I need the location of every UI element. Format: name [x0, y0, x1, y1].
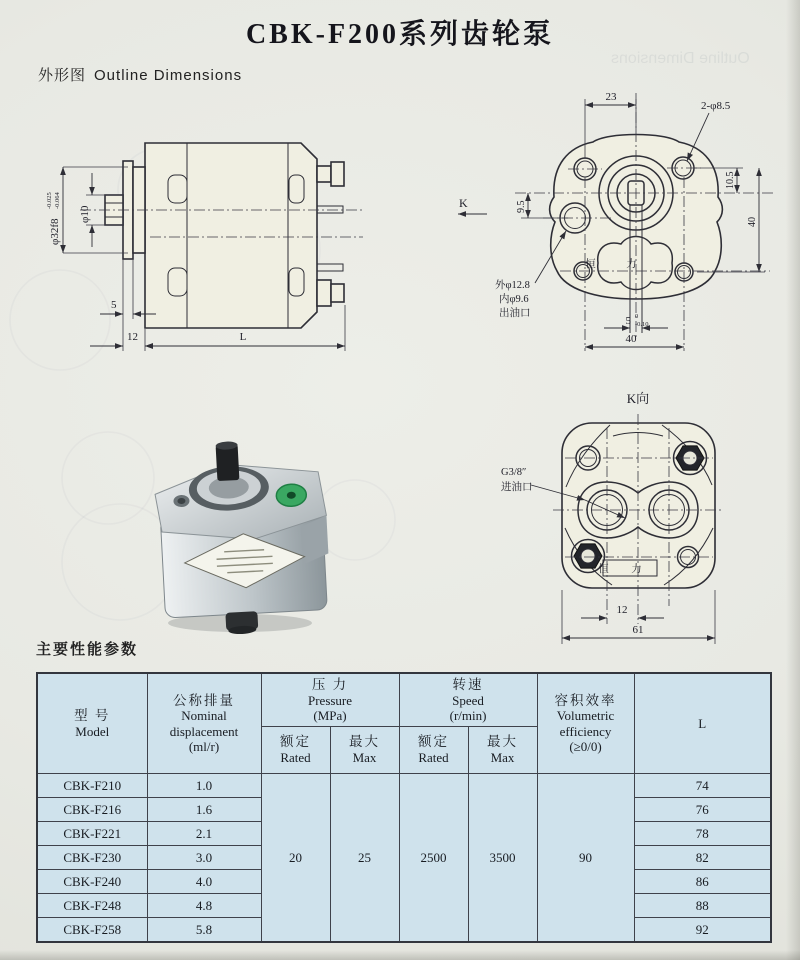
cell-L: 92	[634, 918, 771, 942]
cell-L: 86	[634, 870, 771, 894]
dim-23: 23	[605, 91, 617, 103]
dim-12: 12	[127, 331, 138, 343]
dim-5: 5	[111, 299, 117, 311]
col-header-displacement: 公称排量 Nominal displacement (ml/r)	[147, 673, 261, 774]
cell-displacement: 3.0	[147, 846, 261, 870]
ghost-bleed-text: Outline Dimensions	[611, 50, 750, 67]
cell-pressure-rated: 20	[261, 774, 330, 942]
col-header-pressure: 压 力 Pressure (MPa)	[261, 673, 399, 727]
k-view-drawing	[455, 388, 800, 658]
outlet-inner-dia: 内φ9.6	[499, 294, 529, 305]
outlet-port-label: 出油口	[499, 308, 531, 319]
dim-9-5: 9.5	[516, 200, 527, 213]
cell-model: CBK-F248	[37, 894, 147, 918]
k-view-title: K向	[626, 391, 650, 406]
cell-speed-rated: 2500	[399, 774, 468, 942]
side-view-drawing	[28, 133, 398, 368]
dim-shaft-diameter	[46, 191, 61, 245]
svg-text:φ32f8: φ32f8	[49, 218, 61, 245]
subcol-pressure-rated: 额定 Rated	[261, 727, 330, 774]
cell-displacement: 4.0	[147, 870, 261, 894]
dim-40-right: 40	[747, 217, 758, 227]
page-title: CBK-F200系列齿轮泵	[245, 19, 555, 50]
cell-speed-max: 3500	[468, 774, 537, 942]
cell-L: 74	[634, 774, 771, 798]
section-performance-params: 主要性能参数	[36, 642, 139, 658]
svg-text:-0.025: -0.025	[46, 192, 53, 209]
svg-text:-0.064: -0.064	[54, 192, 61, 209]
cell-L: 82	[634, 846, 771, 870]
outlet-outer-dia: 外φ12.8	[495, 280, 530, 291]
section-outline-dimensions	[38, 64, 242, 85]
product-photo	[132, 418, 347, 636]
cell-efficiency: 90	[537, 774, 634, 942]
subcol-pressure-max: 最大 Max	[330, 727, 399, 774]
cell-model: CBK-F230	[37, 846, 147, 870]
dim-5-slot: 5	[625, 315, 631, 327]
cell-displacement: 2.1	[147, 822, 261, 846]
dim-10-5: 10.5	[725, 171, 736, 189]
inlet-thread-label: G3/8″	[501, 467, 527, 478]
svg-text:φ10: φ10	[79, 205, 91, 223]
cell-L: 88	[634, 894, 771, 918]
dim-holes: 2-φ8.5	[701, 100, 731, 112]
shaft-stub	[216, 444, 240, 481]
view-k-label: K	[459, 196, 468, 210]
dim-L: L	[239, 331, 247, 343]
cell-L: 78	[634, 822, 771, 846]
brand-text: 恒 力	[585, 259, 651, 270]
cell-displacement: 4.8	[147, 894, 261, 918]
subcol-speed-rated: 额定 Rated	[399, 727, 468, 774]
subcol-speed-max: 最大 Max	[468, 727, 537, 774]
cell-model: CBK-F216	[37, 798, 147, 822]
cell-displacement: 5.8	[147, 918, 261, 942]
dim-40-bottom: 40	[625, 333, 637, 345]
table-row	[37, 774, 771, 798]
cell-model: CBK-F210	[37, 774, 147, 798]
cell-displacement: 1.0	[147, 774, 261, 798]
section-outline-zh: 外形图	[38, 68, 87, 84]
cell-pressure-max: 25	[330, 774, 399, 942]
page-edge-shadow-bottom	[0, 950, 800, 960]
section-outline-en: Outline Dimensions	[94, 67, 243, 84]
front-view-drawing	[425, 85, 800, 425]
inlet-port-label: 进油口	[501, 482, 533, 493]
dim-12: 12	[616, 604, 628, 616]
dim-5-tol-bot: -0.10	[635, 321, 649, 328]
dim-61: 61	[632, 624, 644, 636]
col-header-speed: 转速 Speed (r/min)	[399, 673, 537, 727]
dim-key-diameter	[79, 205, 91, 223]
col-header-L: L	[634, 673, 771, 774]
cell-model: CBK-F240	[37, 870, 147, 894]
dim-5-tol-top: 0	[635, 313, 639, 320]
cell-displacement: 1.6	[147, 798, 261, 822]
brand-text: 恒 力	[598, 564, 652, 575]
cell-model: CBK-F221	[37, 822, 147, 846]
cell-L: 76	[634, 798, 771, 822]
performance-table	[36, 672, 772, 943]
col-header-model: 型 号 Model	[37, 673, 147, 774]
cell-model: CBK-F258	[37, 918, 147, 942]
col-header-efficiency: 容积效率 Volumetric efficiency (≥0/0)	[537, 673, 634, 774]
